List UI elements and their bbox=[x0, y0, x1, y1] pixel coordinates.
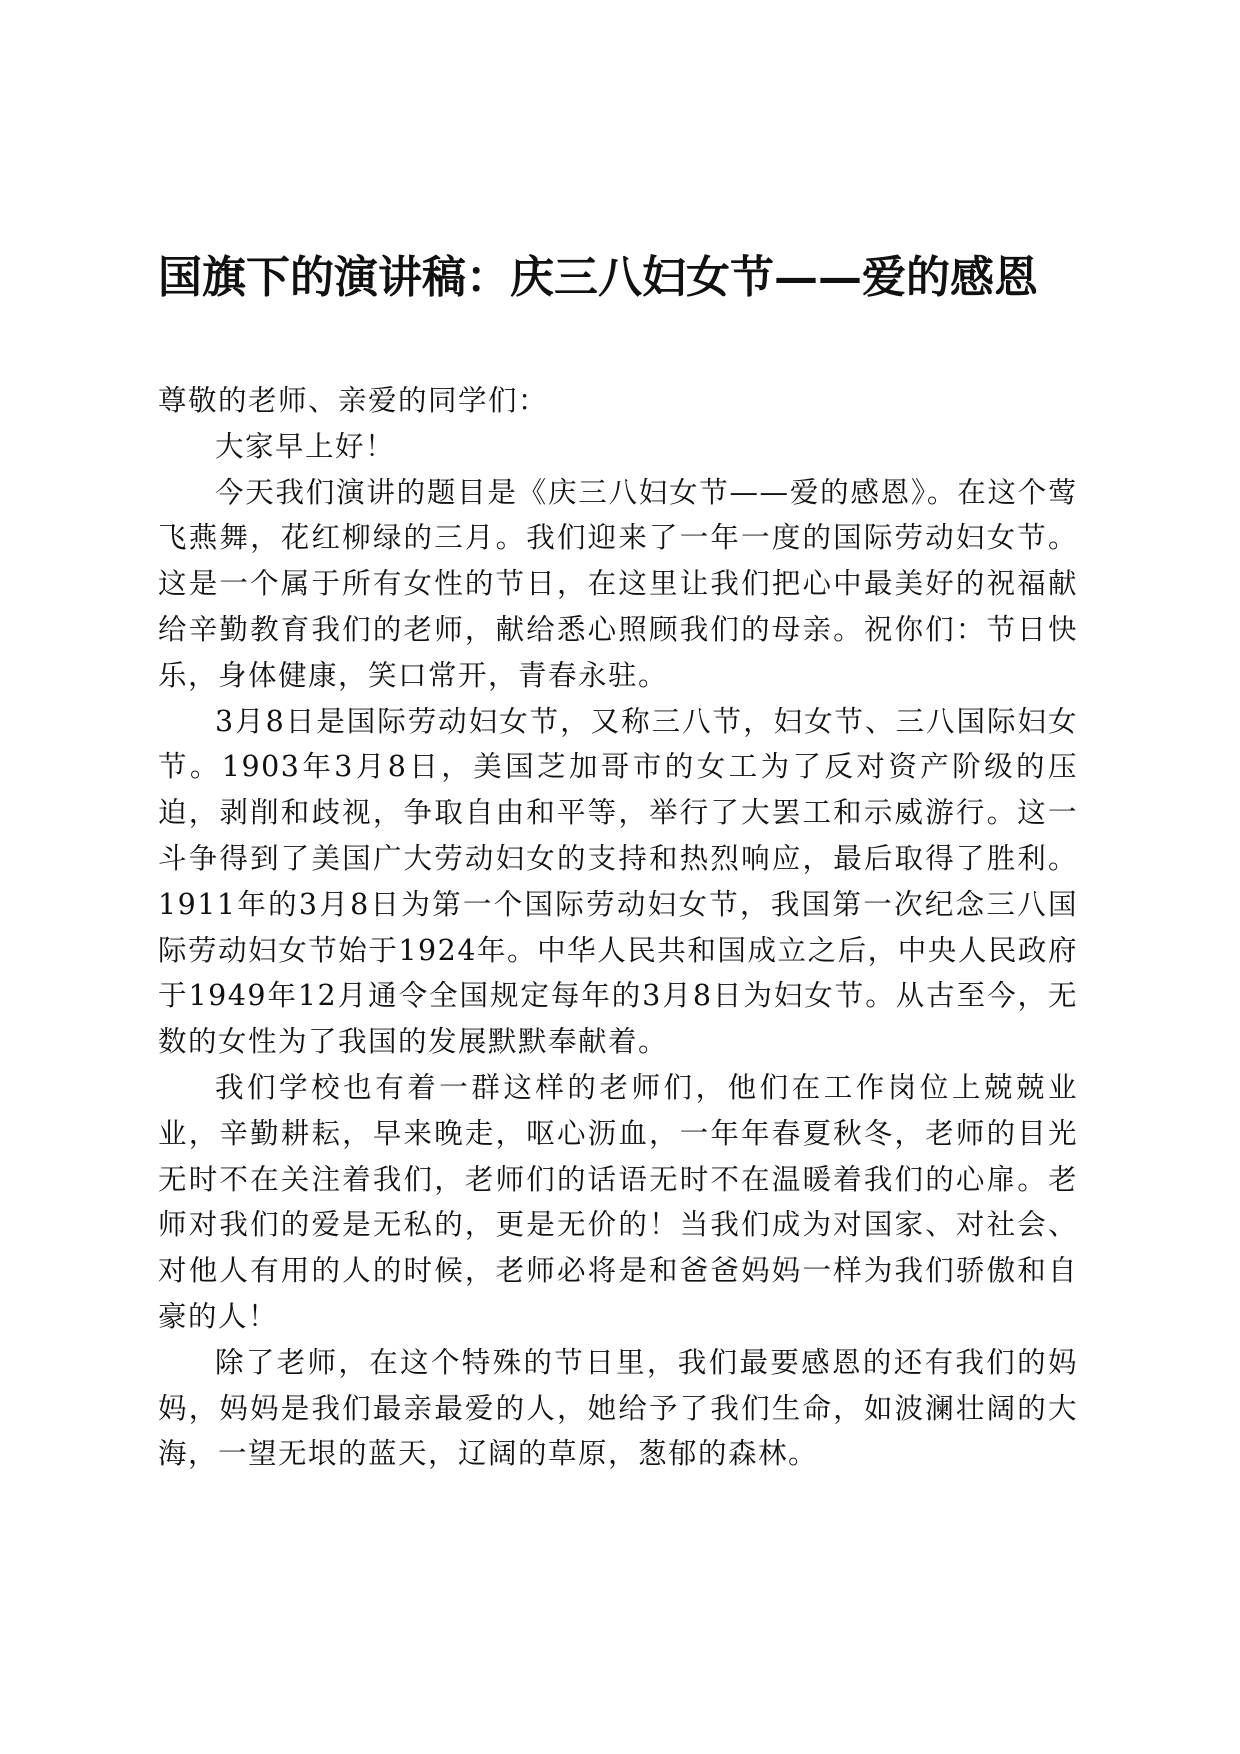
paragraph-mothers: 除了老师，在这个特殊的节日里，我们最要感恩的还有我们的妈妈，妈妈是我们最亲最爱的人，她给予了我们生命，如波澜壮阔的大海，一望无垠的蓝天，辽阔的草原，葱郁的森林。 bbox=[158, 1345, 1078, 1471]
salutation: 尊敬的老师、亲爱的同学们： bbox=[158, 384, 549, 417]
paragraph-topic: 今天我们演讲的题目是《庆三八妇女节——爱的感恩》。在这个莺飞燕舞，花红柳绿的三月。我们迎来了一年一度的国际劳动妇女节。这是一个属于所有女性的节日，在这里让我们把心中最美好的祝福献给辛勤教育我们的老师，献给悉心照顾我们的母亲。祝你们：节日快乐，身体健康，笑口常开，青春永驻。 bbox=[158, 475, 1078, 692]
paragraph-teachers: 我们学校也有着一群这样的老师们，他们在工作岗位上兢兢业业，辛勤耕耘，早来晚走，呕心沥血，一年年春夏秋冬，老师的目光无时不在关注着我们，老师们的话语无时不在温暖着我们的心扉。老师对我们的爱是无私的，更是无价的！当我们成为对国家、对社会、对他人有用的人的时候，老师必将是和爸爸妈妈一样为我们骄傲和自豪的人！ bbox=[158, 1070, 1078, 1333]
document-title: 国旗下的演讲稿：庆三八妇女节——爱的感恩 bbox=[158, 252, 1038, 303]
paragraph-greeting: 大家早上好！ bbox=[215, 429, 396, 463]
paragraph-history: 3月8日是国际劳动妇女节，又称三八节，妇女节、三八国际妇女节。1903年3月8日，美国芝加哥市的女工为了反对资产阶级的压迫，剥削和歧视，争取自由和平等，举行了大罢工和示威游行。这一斗争得到了美国广大劳动妇女的支持和热烈响应，最后取得了胜利。1911年的3月8日为第一个国际劳动妇女节，我国第一次纪念三八国际劳动妇女节始于1924年。中华人民共和国成立之后，中央人民政府于1949年12月通令全国规定每年的3月8日为妇女节。从古至今，无数的女性为了我国的发展默默奉献着。 bbox=[158, 704, 1078, 1059]
document-body bbox=[158, 378, 1078, 1477]
